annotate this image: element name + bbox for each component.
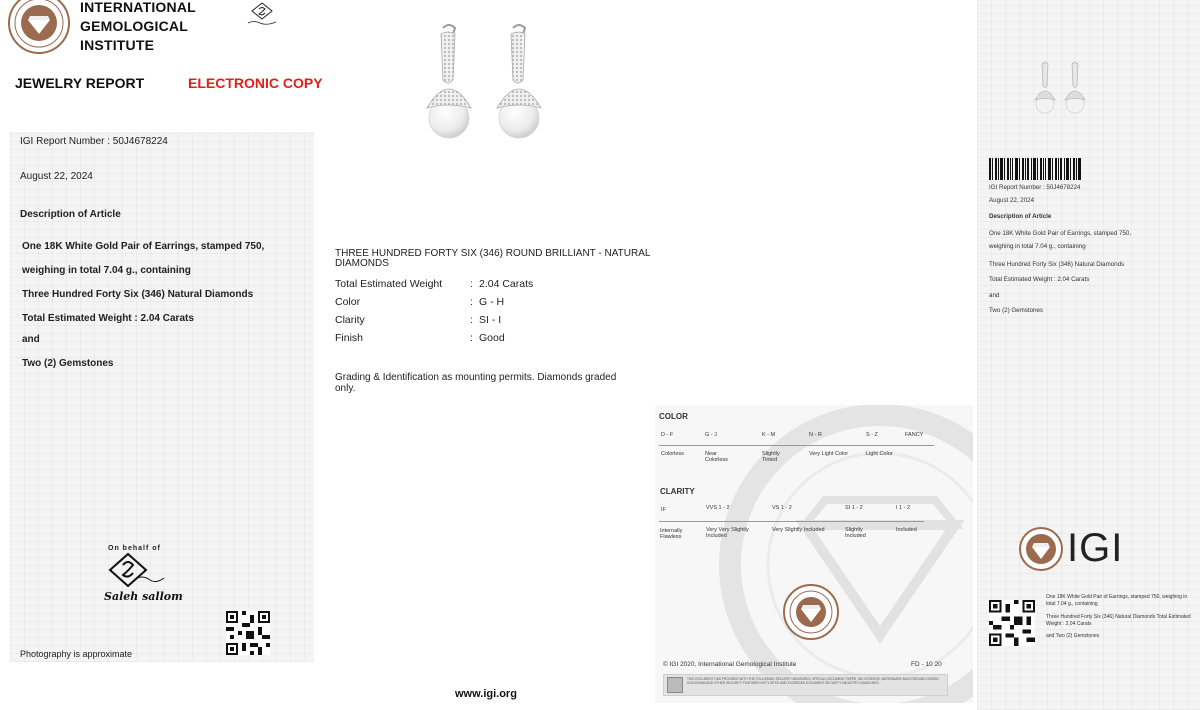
- igi-logo-text: IGI: [1067, 526, 1124, 570]
- color-grade: N - R: [809, 432, 822, 438]
- color-description: Very Light Color: [809, 451, 849, 457]
- clarity-value: SI - I: [479, 314, 502, 326]
- stub-description-heading: Description of Article: [989, 213, 1052, 220]
- clarity-description: Very Very Slightly Included: [706, 527, 749, 539]
- color-scale-divider: [659, 445, 934, 446]
- finish-value: Good: [479, 332, 505, 344]
- report-number: IGI Report Number : 50J4678224: [20, 136, 168, 147]
- description-line: Total Estimated Weight : 2.04 Carats: [22, 313, 194, 324]
- stub-description-line: and: [989, 292, 1000, 299]
- color-description: Near Colorless: [705, 451, 728, 463]
- total-weight-value: 2.04 Carats: [479, 278, 534, 290]
- stub-report-number: IGI Report Number : 50J4678224: [989, 184, 1081, 191]
- color-value: G - H: [479, 296, 505, 308]
- color-description: Light Color: [866, 451, 893, 457]
- electronic-copy-label: ELECTRONIC COPY: [188, 75, 323, 91]
- clarity-description: Slightly Included: [845, 527, 866, 539]
- stub-small-line: and Two (2) Gemstones: [1046, 633, 1100, 639]
- description-line: Three Hundred Forty Six (346) Natural Diamonds: [22, 289, 254, 300]
- clarity-scale-heading: CLARITY: [660, 487, 695, 496]
- color-description: Slightly Tinted: [762, 451, 780, 463]
- security-hologram-icon: [667, 677, 683, 693]
- qr-code[interactable]: [226, 611, 270, 655]
- earrings-photo: [415, 22, 555, 148]
- security-note: THIS DOCUMENT HAS PROVIDED WITH THE FOLLOWING SECURITY MEASURES: SPECIAL DOCUMENT PAPER, INK SCREENS, WATERMARK BACKGROUND DESIGN, HOLOGRAM AND OTHER SECURITY FEATURES NOT LISTED AND EXCEEDED DOCUMENT SECURITY INDUSTRY GUIDELINES.: [687, 677, 940, 686]
- scales-panel-watermark: [655, 405, 973, 703]
- description-line: weighing in total 7.04 g., containing: [22, 265, 191, 276]
- total-weight-sep: :: [470, 278, 473, 290]
- description-line: and: [22, 334, 40, 345]
- stub-description-line: weighing in total 7.04 g., containing: [989, 243, 1086, 250]
- website-link[interactable]: www.igi.org: [455, 688, 517, 700]
- barcode: [989, 158, 1081, 180]
- report-title: JEWELRY REPORT: [15, 75, 145, 91]
- clarity-description: Very Slightly Included: [772, 527, 825, 533]
- clarity-grade: VS 1 - 2: [772, 505, 792, 511]
- report-date: August 22, 2024: [20, 171, 93, 182]
- clarity-scale-divider: [659, 521, 924, 522]
- clarity-grade: I 1 - 2: [896, 505, 911, 511]
- on-behalf-of-label: On behalf of: [108, 545, 161, 552]
- stub-small-line: One 18K White Gold Pair of Earrings, stamped 750, weighing in total 7.04 g., containing: [1046, 594, 1188, 607]
- finish-label: Finish: [335, 332, 364, 344]
- stub-qr-code[interactable]: [989, 600, 1035, 646]
- org-name-line2: GEMOLOGICAL: [80, 18, 188, 34]
- stub-description-line: Two (2) Gemstones: [989, 307, 1043, 314]
- igi-logo-emblem: [1019, 527, 1063, 571]
- stub-description-line: Total Estimated Weight : 2.04 Carats: [989, 276, 1090, 283]
- color-grade: K - M: [762, 432, 776, 438]
- total-weight-label: Total Estimated Weight: [335, 278, 443, 290]
- jeweler-signature-logo: [104, 552, 168, 590]
- grading-note: Grading & Identification as mounting permits. Diamonds graded only.: [335, 372, 617, 394]
- clarity-description: Included: [896, 527, 917, 533]
- form-code: FD - 10 20: [911, 661, 942, 668]
- clarity-description: Internally Flawless: [660, 528, 683, 540]
- clarity-sep: :: [470, 314, 473, 326]
- signature-name: Saleh sallom: [104, 590, 183, 603]
- clarity-grade: VVS 1 - 2: [706, 505, 730, 511]
- color-label: Color: [335, 296, 361, 308]
- stub-description-line: One 18K White Gold Pair of Earrings, stamped 750,: [989, 230, 1132, 237]
- org-name-line1: INTERNATIONAL: [80, 0, 196, 15]
- org-name-line3: INSTITUTE: [80, 37, 155, 53]
- description-line: Two (2) Gemstones: [22, 358, 114, 369]
- color-grade: G - J: [705, 432, 717, 438]
- color-grade: FANCY: [905, 432, 924, 438]
- description-heading: Description of Article: [20, 209, 121, 220]
- clarity-grade: IF: [661, 507, 666, 513]
- finish-sep: :: [470, 332, 473, 344]
- stub-earrings-photo: [1030, 60, 1090, 120]
- photography-note: Photography is approximate: [20, 649, 133, 659]
- diamonds-heading: THREE HUNDRED FORTY SIX (346) ROUND BRILLIANT - NATURAL DIAMONDS: [335, 248, 651, 269]
- stub-description-line: Three Hundred Forty Six (346) Natural Diamonds: [989, 261, 1125, 268]
- color-scale-heading: COLOR: [659, 412, 688, 421]
- color-sep: :: [470, 296, 473, 308]
- stub-date: August 22, 2024: [989, 197, 1035, 204]
- color-grade: D - F: [661, 432, 674, 438]
- clarity-grade: SI 1 - 2: [845, 505, 863, 511]
- description-line: One 18K White Gold Pair of Earrings, stamped 750,: [22, 241, 265, 252]
- igi-seal-emblem: [783, 584, 839, 640]
- igi-seal-logo: [8, 0, 70, 54]
- stub-small-line: Three Hundred Forty Six (346) Natural Diamonds Total Estimated Weight : 2.04 Carats: [1046, 614, 1191, 627]
- color-grade: S - Z: [866, 432, 878, 438]
- copyright-text: © IGI 2020, International Gemological Institute: [663, 661, 797, 668]
- clarity-label: Clarity: [335, 314, 365, 326]
- color-description: Colorless: [661, 451, 684, 457]
- jeweler-logo-small: [246, 2, 278, 26]
